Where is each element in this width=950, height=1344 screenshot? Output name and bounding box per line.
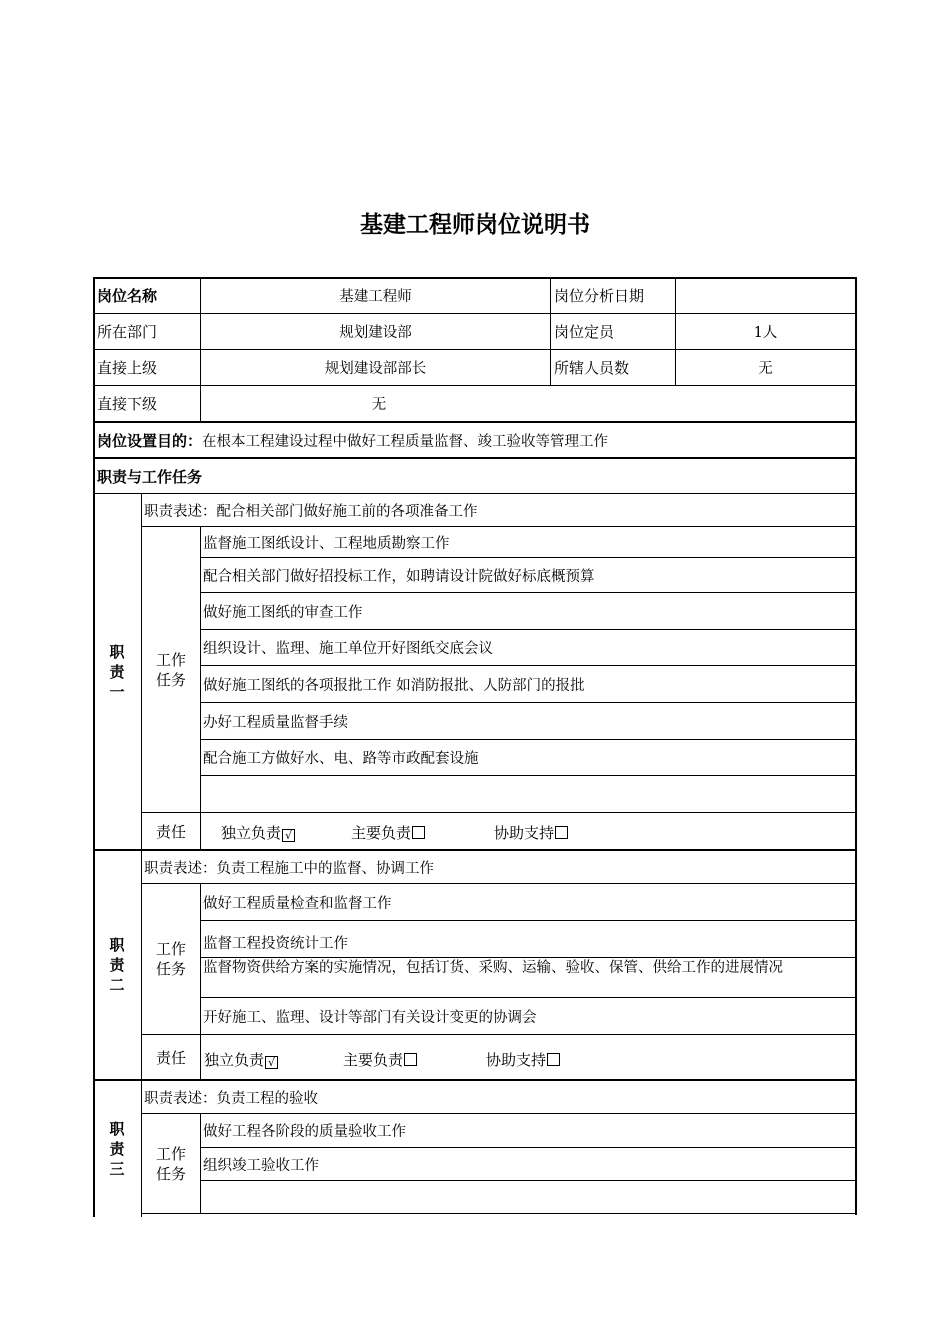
purpose-label: 岗位设置目的： [97, 431, 203, 450]
headcount-label: 岗位定员 [554, 323, 615, 341]
checkbox-empty-icon [404, 1053, 417, 1066]
superior-value: 规划建设部部长 [324, 361, 427, 377]
duty-1-independent-option: 独立负责 √ [221, 822, 295, 843]
duty-2-task-label: 工作 任务 [155, 940, 186, 978]
duty-2-task: 开好施工、监理、设计等部门有关设计变更的协调会 [203, 1009, 537, 1026]
subordinates-count-label: 所辖人员数 [554, 359, 630, 377]
duty-2-task: 做好工程质量检查和监督工作 [203, 895, 392, 912]
purpose-row [97, 422, 853, 458]
duty-3-task: 组织竣工验收工作 [203, 1157, 319, 1174]
duty-1-description: 职责表述：配合相关部门做好施工前的各项准备工作 [144, 504, 478, 520]
duty-2-independent-option: 独立负责 √ [204, 1049, 278, 1070]
checkbox-empty-icon [547, 1053, 560, 1066]
duty-3-label: 职 责 三 [109, 1120, 125, 1178]
checkbox-checked-icon: √ [282, 829, 295, 842]
subordinate-label: 直接下级 [97, 395, 158, 413]
duty-3-description: 职责表述：负责工程的验收 [144, 1090, 318, 1107]
page-title: 基建工程师岗位说明书 [360, 212, 590, 238]
duty-1-task: 做好施工图纸的审查工作 [203, 604, 363, 621]
job-name-value: 基建工程师 [339, 289, 412, 305]
headcount-value: 1人 [753, 325, 778, 341]
duty-1-task [203, 776, 853, 812]
duty-2-main-option: 主要负责 [343, 1049, 417, 1070]
checkbox-checked-icon: √ [265, 1056, 278, 1069]
checkbox-empty-icon [412, 826, 425, 839]
duty-2-task: 监督物资供给方案的实施情况，包括订货、采购、运输、验收、保管、供给工作的进展情况 [203, 960, 783, 976]
dept-value: 规划建设部 [339, 325, 412, 341]
duty-2-task: 监督工程投资统计工作 [203, 935, 348, 952]
superior-label: 直接上级 [97, 359, 158, 377]
duty-1-task: 组织设计、监理、施工单位开好图纸交底会议 [203, 641, 493, 657]
duty-1-assist-option: 协助支持 [494, 822, 568, 843]
duty-1-task-label: 工作 任务 [155, 650, 186, 689]
dept-label: 所在部门 [97, 323, 158, 341]
checkbox-empty-icon [555, 826, 568, 839]
duty-1-resp-label: 责任 [155, 822, 186, 841]
duty-1-task: 配合相关部门做好招投标工作，如聘请设计院做好标底概预算 [203, 568, 595, 585]
duty-2-label: 职 责 二 [109, 936, 125, 994]
duty-1-task: 做好施工图纸的各项报批工作 如消防报批、人防部门的报批 [203, 677, 585, 694]
duty-1-task: 监督施工图纸设计、工程地质勘察工作 [203, 535, 450, 552]
duty-1-task: 办好工程质量监督手续 [203, 714, 348, 731]
job-description-table [93, 277, 857, 1217]
analysis-date-label: 岗位分析日期 [554, 287, 645, 305]
duty-2-description: 职责表述：负责工程施工中的监督、协调工作 [144, 860, 434, 877]
duty-1-main-option: 主要负责 [351, 822, 425, 843]
duty-1-task: 配合施工方做好水、电、路等市政配套设施 [203, 751, 479, 767]
subordinates-count-value: 无 [758, 361, 773, 377]
duty-2-assist-option: 协助支持 [486, 1049, 560, 1070]
analysis-date-value [676, 277, 855, 314]
duty-2-resp-label: 责任 [155, 1048, 186, 1067]
duty-3-task-label: 工作 任务 [155, 1144, 186, 1183]
duty-1-label: 职 责 一 [109, 642, 125, 701]
purpose-text: 在根本工程建设过程中做好工程质量监督、竣工验收等管理工作 [202, 433, 609, 450]
duty-3-task: 做好工程各阶段的质量验收工作 [203, 1124, 406, 1140]
section-label: 职责与工作任务 [97, 467, 203, 486]
job-name-label: 岗位名称 [97, 287, 158, 305]
duty-3-task [203, 1181, 853, 1213]
subordinate-value: 无 [371, 397, 387, 413]
